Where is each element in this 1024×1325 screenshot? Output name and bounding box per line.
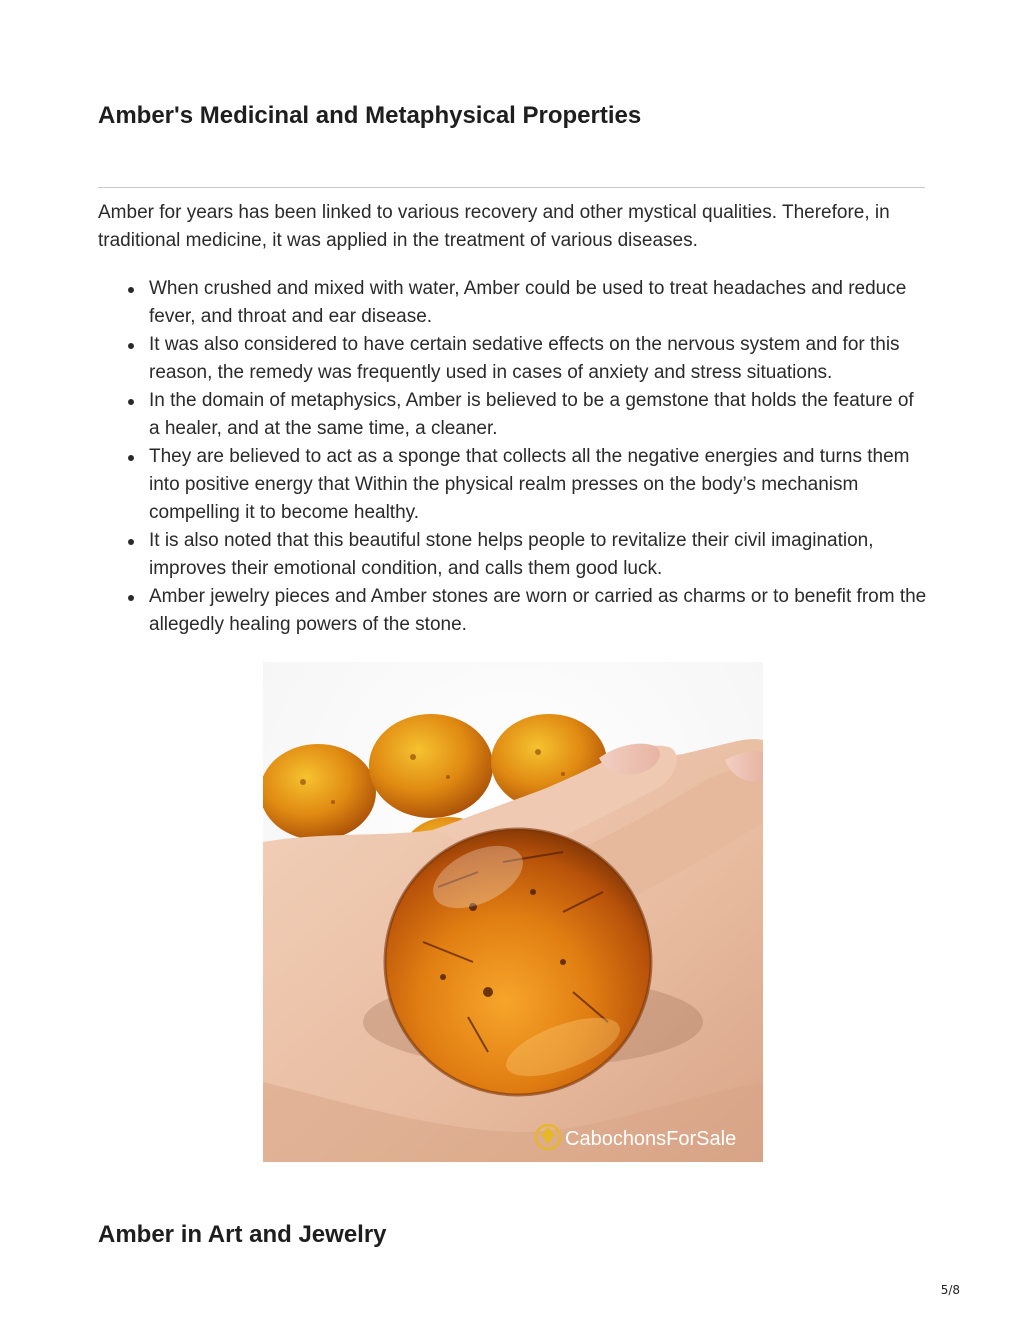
list-item: They are believed to act as a sponge that collects all the negative energies and turns them into positive energy that Within the physical realm presses on the body’s mechanism compelling it to become healthy. (149, 443, 928, 527)
section-heading-medicinal: Amber's Medicinal and Metaphysical Properties (98, 102, 642, 129)
list-item: It was also considered to have certain sedative effects on the nervous system and for this reason, the remedy was frequently used in cases of anxiety and stress situations. (149, 331, 928, 387)
list-item: When crushed and mixed with water, Amber could be used to treat headaches and reduce fever, and throat and ear disease. (149, 275, 928, 331)
list-item: Amber jewelry pieces and Amber stones are worn or carried as charms or to benefit from the allegedly healing powers of the stone. (149, 583, 928, 639)
watermark-text: CabochonsForSale (565, 1128, 737, 1150)
amber-ring-photo (263, 662, 763, 1162)
properties-bullet-list (98, 275, 928, 639)
section-heading-art-jewelry: Amber in Art and Jewelry (98, 1221, 387, 1248)
page-number: 5/8 (940, 1283, 960, 1297)
intro-paragraph: Amber for years has been linked to various recovery and other mystical qualities. Therefore, in traditional medicine, it was applied in the treatment of various diseases. (98, 202, 890, 251)
horizontal-divider (98, 187, 925, 188)
list-item: In the domain of metaphysics, Amber is believed to be a gemstone that holds the feature of a healer, and at the same time, a cleaner. (149, 387, 928, 443)
list-item: It is also noted that this beautiful stone helps people to revitalize their civil imagination, improves their emotional condition, and calls them good luck. (149, 527, 928, 583)
